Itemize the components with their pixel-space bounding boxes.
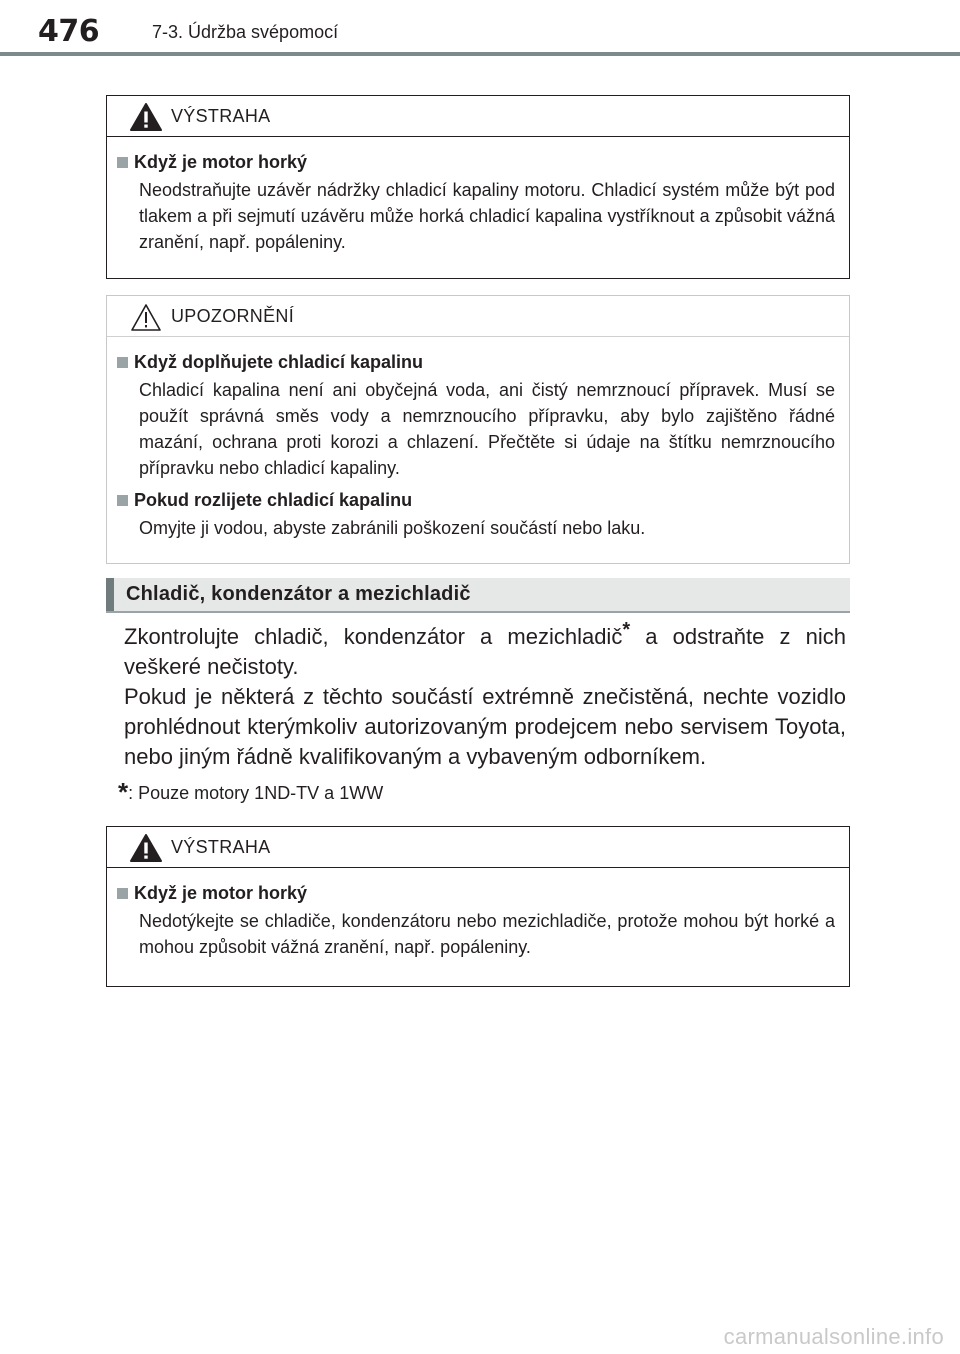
- section-heading-text: Chladič, kondenzátor a mezichladič: [126, 583, 471, 605]
- section-body: [124, 619, 846, 772]
- item-heading-text: Když je motor horký: [134, 152, 308, 172]
- item-body: Chladicí kapalina není ani obyčejná voda, ani čistý nemrznoucí přípravek. Musí se použít správná směs vody a nemrznoucího přípravku, aby bylo zajištěno řádné mazání, ochrana proti korozi a chlazení. Přečtěte si údaje na štítku nemrznoucího přípravku nebo chladicí kapaliny.: [139, 380, 835, 478]
- item-heading: [117, 880, 835, 906]
- warning-triangle-outline-icon: [129, 302, 163, 332]
- header-rule: [0, 52, 960, 56]
- item-body: Omyjte ji vodou, abyste zabránili poškození součástí nebo laku.: [139, 518, 646, 538]
- footnote-marker: *: [622, 619, 631, 641]
- warning-triangle-filled-icon: [129, 833, 163, 863]
- footnote-text: : Pouze motory 1ND-TV a 1WW: [128, 783, 384, 803]
- footnote-star: *: [118, 777, 129, 807]
- chapter-title: 7-3. Údržba svépomocí: [152, 22, 339, 42]
- square-bullet-icon: [117, 357, 128, 368]
- paragraph: Zkontrolujte chladič, kondenzátor a mezichladič* a odstraňte z nich veškeré nečistoty.: [124, 619, 846, 679]
- item-body: Neodstraňujte uzávěr nádržky chladicí kapaliny motoru. Chladicí systém může být pod tlakem a při sejmutí uzávěru může horká chladicí kapalina vystříknout a způsobit vážná zranění, např. popáleniny.: [139, 180, 835, 252]
- footnote: [118, 777, 384, 807]
- caution-box-header: [107, 296, 849, 337]
- warning-box-body: [107, 137, 849, 271]
- item-heading-text: Když je motor horký: [134, 883, 308, 903]
- section-heading: [106, 578, 850, 613]
- warning-box: [106, 95, 850, 279]
- square-bullet-icon: [117, 495, 128, 506]
- caution-box: [106, 295, 850, 564]
- watermark: carmanualsonline.info: [723, 1324, 944, 1349]
- caution-box-title: UPOZORNĚNÍ: [171, 306, 295, 326]
- square-bullet-icon: [117, 888, 128, 899]
- paragraph: Pokud je některá z těchto součástí extrémně znečistěná, nechte vozidlo prohlédnout kterýmkoliv autorizovaným prodejcem nebo servisem Toyota, nebo jiným řádně kvalifikovaným a vybaveným odborníkem.: [124, 684, 846, 769]
- warning-box: [106, 826, 850, 987]
- square-bullet-icon: [117, 157, 128, 168]
- item-heading: [117, 349, 835, 375]
- warning-box-header: [107, 96, 849, 137]
- warning-box-title: VÝSTRAHA: [171, 837, 271, 857]
- warning-box-body: [107, 868, 849, 976]
- section-heading-bar: [106, 578, 114, 611]
- item-heading-text: Pokud rozlijete chladicí kapalinu: [134, 490, 413, 510]
- page-number: 476: [38, 14, 100, 49]
- warning-triangle-filled-icon: [129, 102, 163, 132]
- item-heading: [117, 487, 835, 513]
- caution-box-body: [107, 337, 849, 557]
- warning-box-header: [107, 827, 849, 868]
- item-heading-text: Když doplňujete chladicí kapalinu: [134, 352, 424, 372]
- warning-box-title: VÝSTRAHA: [171, 106, 271, 126]
- item-body: Nedotýkejte se chladiče, kondenzátoru nebo mezichladiče, protože mohou být horké a mohou způsobit vážná zranění, např. popáleniny.: [139, 911, 835, 957]
- item-heading: [117, 149, 835, 175]
